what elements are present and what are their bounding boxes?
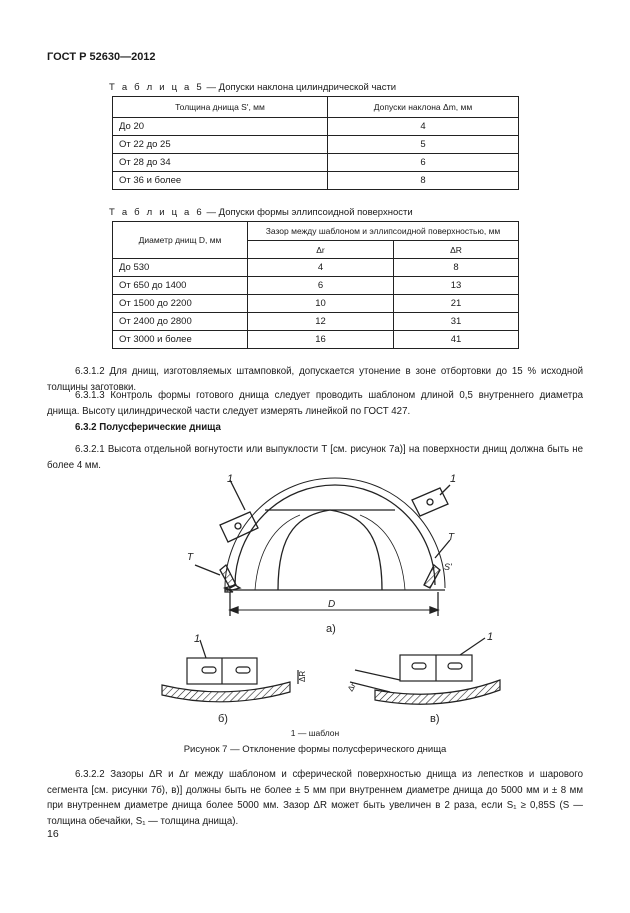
table5-header-tolerance: Допуски наклона Δm, мм bbox=[328, 97, 519, 118]
table-row: От 36 и более 8 bbox=[113, 172, 519, 190]
table6-subheader-dR: ΔR bbox=[394, 241, 519, 259]
figure-7c bbox=[350, 638, 500, 704]
paragraph-6-3-1-3: 6.3.1.3 Контроль формы готового днища следует проводить шаблоном длиной 0,5 внутреннего диаметра днища. Высоту цилиндрической части следует измерять линейкой по ГОСТ 427. bbox=[47, 390, 583, 417]
table-row: От 1500 до 2200 10 21 bbox=[113, 295, 519, 313]
figure-7a bbox=[195, 478, 450, 616]
table6-subheader-dr: Δr bbox=[248, 241, 394, 259]
label-D: D bbox=[328, 599, 336, 610]
paragraph-6-3-2-2: 6.3.2.2 Зазоры ΔR и Δr между шаблоном и сферической поверхностью днища из лепестков и шарового сегмента [см. рисунки 7б), в)] должны быть не более ± 5 мм при внутреннем диаметре днища до 5000 мм и ± 8 мм при внутреннем диаметре днища более 5000 мм. Зазор ΔR может быть увеличен в 2 раза, если S₁ ≥ 0,85S (S — толщина обечайки, S₁ — толщина днища). bbox=[47, 769, 583, 827]
label-1-b: 1 bbox=[194, 633, 201, 645]
label-a: а) bbox=[326, 623, 336, 635]
table5-caption-text: — Допуски наклона цилиндрической части bbox=[203, 82, 397, 93]
table6-caption-text: — Допуски формы эллипсоидной поверхности bbox=[203, 207, 413, 218]
label-T-right: T bbox=[448, 532, 455, 543]
label-v: в) bbox=[430, 713, 440, 725]
table5-caption bbox=[109, 82, 396, 93]
figure-caption: Рисунок 7 — Отклонение формы полусферического днища bbox=[183, 744, 447, 755]
section-title: 6.3.2 Полусферические днища bbox=[75, 422, 221, 433]
table-row: До 20 4 bbox=[113, 118, 519, 136]
table6-header-diameter: Диаметр днищ D, мм bbox=[113, 222, 248, 259]
paragraph-6-3-1-2: 6.3.1.2 Для днищ, изготовляемых штамповкой, допускается утонение в зоне отбортовки до 15 % исходной толщины заготовки. bbox=[47, 366, 583, 393]
table6 bbox=[112, 221, 519, 349]
paragraph-6-3-2-1: 6.3.2.1 Высота отдельной вогнутости или выпуклости T [см. рисунок 7а)] на поверхности днищ должна быть не более 4 мм. bbox=[47, 444, 583, 471]
label-1-a-left: 1 bbox=[227, 473, 234, 485]
table-row: От 2400 до 2800 12 31 bbox=[113, 313, 519, 331]
figure-7b bbox=[162, 640, 298, 702]
document-header: ГОСТ Р 52630—2012 bbox=[47, 51, 156, 63]
label-b: б) bbox=[218, 713, 228, 725]
label-1-a-right: 1 bbox=[450, 473, 457, 485]
table-row: От 3000 и более 16 41 bbox=[113, 331, 519, 349]
table5-header-thickness: Толщина днища S', мм bbox=[113, 97, 328, 118]
label-dr: Δr bbox=[345, 681, 358, 693]
table-row: От 22 до 25 5 bbox=[113, 136, 519, 154]
table5 bbox=[112, 96, 519, 190]
label-S: S' bbox=[444, 562, 452, 572]
page-number: 16 bbox=[47, 828, 59, 840]
table6-caption-prefix: Т а б л и ц а 6 bbox=[109, 207, 204, 218]
table5-caption-prefix: Т а б л и ц а 5 bbox=[109, 82, 204, 93]
figure-legend: 1 — шаблон bbox=[290, 728, 340, 738]
label-T-left: T bbox=[187, 552, 194, 563]
label-1-c: 1 bbox=[487, 631, 494, 643]
template-left-icon bbox=[220, 512, 258, 542]
table6-header-gap: Зазор между шаблоном и эллипсоидной поверхностью, мм bbox=[248, 222, 519, 241]
table-row: До 530 4 8 bbox=[113, 259, 519, 277]
table6-caption bbox=[109, 207, 413, 218]
label-dR: ΔR bbox=[298, 670, 307, 682]
figure-7 bbox=[150, 470, 510, 730]
table-row: От 650 до 1400 6 13 bbox=[113, 277, 519, 295]
table-row: От 28 до 34 6 bbox=[113, 154, 519, 172]
